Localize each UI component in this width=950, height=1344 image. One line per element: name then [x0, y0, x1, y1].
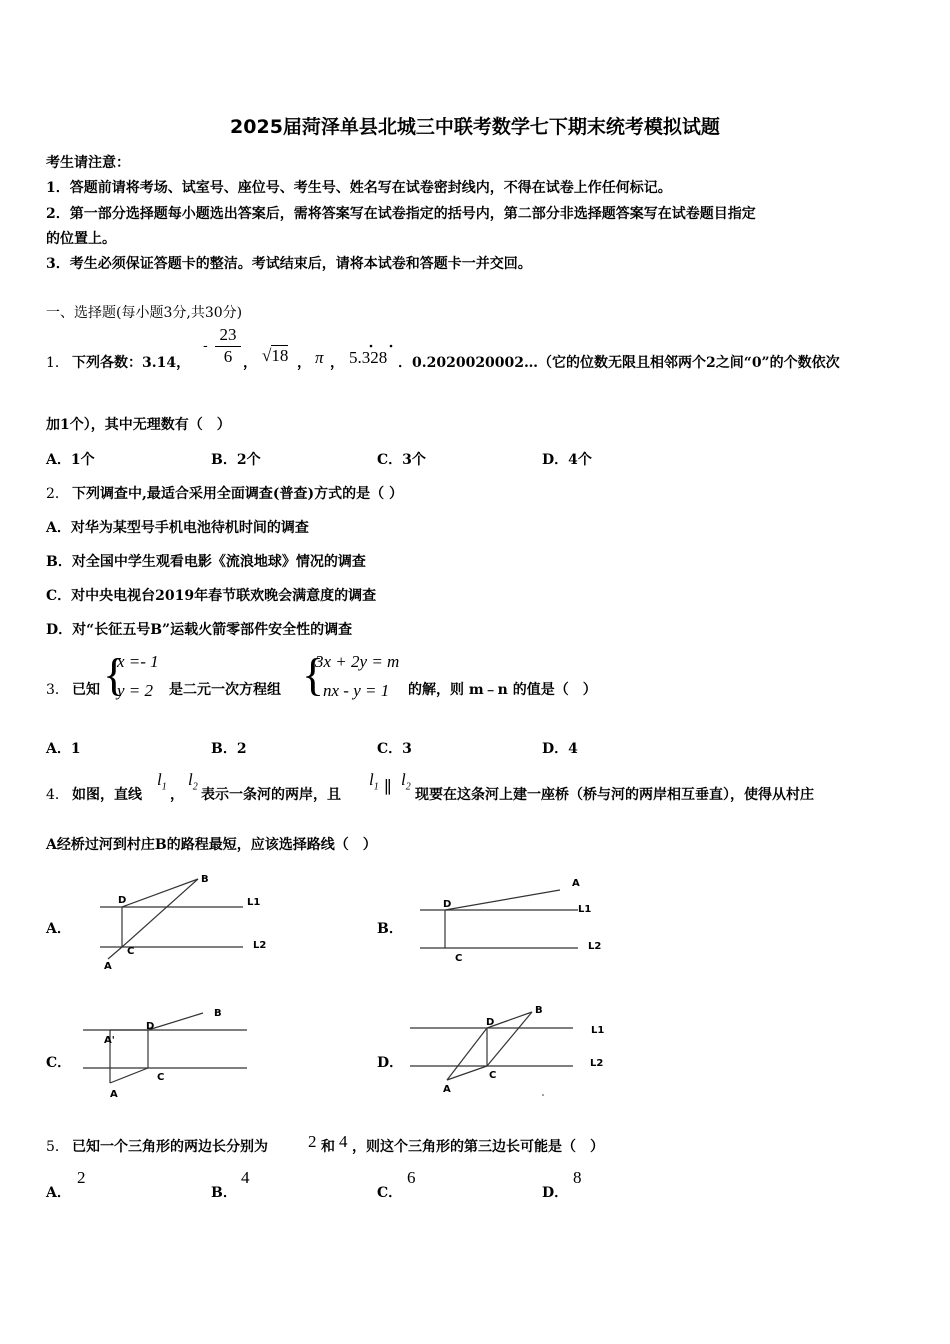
diagram-label: L2	[588, 941, 602, 952]
q2-option-d: D．对“长征五号B”运载火箭零部件安全性的调查	[46, 622, 353, 638]
diagram-label: D	[486, 1017, 495, 1028]
q5-option-a: A．	[46, 1185, 71, 1201]
q4-number: 4．	[46, 787, 69, 803]
notice-item-3: 3．考生必须保证答题卡的整洁。考试结束后，请将本试卷和答题卡一并交回。	[46, 256, 532, 272]
q4-sep: ，	[170, 787, 184, 803]
q5-option-d: D．	[542, 1185, 569, 1201]
q5-option-a-value: 2	[77, 1168, 86, 1187]
q4-line-l1: $l_1$	[157, 770, 167, 793]
q1-sqrt	[262, 346, 288, 366]
q5-value-2: 4	[339, 1132, 348, 1151]
diagram-label: A	[572, 878, 580, 889]
q4-option-c: C．	[46, 1055, 72, 1071]
diagram-label: C	[127, 946, 135, 957]
q2-number: 2．	[46, 486, 69, 502]
page-title: 2025届菏泽单县北城三中联考数学七下期末统考模拟试题	[230, 116, 720, 138]
q4-diagram-d	[405, 1000, 615, 1100]
q4-parallel-sign: ∥	[384, 778, 392, 797]
q4-line-l1-b: $l_1$	[369, 770, 379, 793]
section-heading: 一、选择题(每小题3分,共30分)	[46, 305, 243, 321]
diagram-label: C	[157, 1072, 165, 1083]
diagram-label: L1	[578, 904, 592, 915]
q5-value-1: 2	[308, 1132, 317, 1151]
q4-diagram-a	[95, 868, 280, 973]
diagram-label: L1	[591, 1025, 605, 1036]
q1-fraction-denominator: 6	[223, 347, 233, 366]
q1-fraction-numerator: 23	[219, 325, 237, 344]
q5-option-b-value: 4	[241, 1168, 250, 1187]
q1-sqrt-value: 18	[271, 346, 289, 365]
q1-option-d: D．4个	[542, 452, 592, 468]
q3-option-c: C．3	[377, 741, 412, 757]
diagram-label: D	[118, 895, 127, 906]
q5-option-b: B．	[211, 1185, 237, 1201]
q5-option-c-value: 6	[407, 1168, 416, 1187]
q2-option-b: B．对全国中学生观看电影《流浪地球》情况的调查	[46, 554, 366, 570]
q1-option-c: C．3个	[377, 452, 426, 468]
sqrt-icon: √	[262, 346, 272, 365]
q1-option-b: B．2个	[211, 452, 261, 468]
diagram-label: C	[489, 1070, 497, 1081]
q3-option-a: A．1	[46, 741, 81, 757]
q4-option-a: A．	[46, 921, 71, 937]
q1-minus: -	[203, 338, 208, 354]
q3-tail: 的解，则 m﹣n 的值是（ ）	[408, 682, 597, 698]
q3-system-2-eq-2: nx - y = 1	[323, 681, 390, 700]
q1-pi: π	[315, 348, 324, 367]
diagram-label: L2	[253, 940, 267, 951]
q4-line-l2-b: $l_2$	[401, 770, 411, 793]
q5-text-3: ，则这个三角形的第三边长可能是（ ）	[352, 1139, 604, 1155]
diagram-label: B	[535, 1005, 543, 1016]
q5-text-2: 和	[321, 1139, 335, 1155]
repeating-dots-icon	[349, 340, 399, 350]
notice-heading: 考生请注意：	[46, 155, 130, 171]
q4-diagram-b	[410, 870, 610, 970]
q1-decimal: 5.328	[349, 348, 388, 367]
q4-option-b: B．	[377, 921, 403, 937]
q2-stem: 下列调查中,最适合采用全面调查(普查)方式的是（ ）	[72, 486, 403, 502]
diagram-label: A	[110, 1089, 118, 1100]
q4-text-3: 现要在这条河上建一座桥（桥与河的两岸相互垂直），使得从村庄	[415, 787, 814, 803]
q5-option-c: C．	[377, 1185, 403, 1201]
q3-system-1-eq-1: x =- 1	[117, 652, 159, 671]
q1-line-2: 加1个），其中无理数有（ ）	[46, 417, 231, 433]
q3-lead: 已知	[72, 682, 100, 698]
q3-number: 3．	[46, 682, 69, 698]
notice-item-2-cont: 的位置上。	[46, 231, 116, 247]
diagram-label: B	[214, 1008, 222, 1019]
q2-option-c: C．对中央电视台2019年春节联欢晚会满意度的调查	[46, 588, 377, 604]
q1-lead: 下列各数：3.14，	[72, 355, 191, 371]
diagram-label: A	[104, 961, 112, 972]
q3-system-1-brace: {	[103, 649, 126, 700]
q3-system-2-eq-1: 3x + 2y = m	[315, 652, 400, 671]
q3-option-b: B．2	[211, 741, 247, 757]
q5-number: 5．	[46, 1139, 69, 1155]
diagram-label: B	[201, 874, 209, 885]
q4-line-2: A经桥过河到村庄B的路程最短，应该选择路线（ ）	[46, 837, 377, 853]
q4-text-1: 如图，直线	[72, 787, 142, 803]
q3-middle-text: 是二元一次方程组	[169, 682, 281, 698]
q3-system-1-eq-2: y = 2	[117, 681, 154, 700]
q5-text-1: 已知一个三角形的两边长分别为	[72, 1139, 268, 1155]
q1-rest: ．0.2020020002…（它的位数无限且相邻两个2之间“0”的个数依次	[398, 355, 840, 371]
notice-item-1: 1．答题前请将考场、试室号、座位号、考生号、姓名写在试卷密封线内，不得在试卷上作任何标记。	[46, 180, 672, 196]
diagram-label: D	[146, 1021, 155, 1032]
q2-option-a: A．对华为某型号手机电池待机时间的调查	[46, 520, 309, 536]
diagram-label: D	[443, 899, 452, 910]
q1-comma-3: ，	[330, 355, 344, 371]
q3-system-2-brace: {	[302, 649, 325, 700]
diagram-label: L1	[247, 897, 261, 908]
q4-option-d: D．	[377, 1055, 404, 1071]
diagram-label: L2	[590, 1058, 604, 1069]
diagram-label: A'	[104, 1035, 115, 1046]
q5-option-d-value: 8	[573, 1168, 582, 1187]
q4-diagram-c	[80, 1002, 255, 1102]
diagram-label: C	[455, 953, 463, 964]
q1-number: 1．	[46, 355, 69, 371]
q1-fraction	[213, 325, 243, 367]
q4-text-2: 表示一条河的两岸，且	[201, 787, 341, 803]
q1-comma-1: ，	[243, 355, 257, 371]
diagram-label: A	[443, 1084, 451, 1095]
notice-item-2: 2．第一部分选择题每小题选出答案后，需将答案写在试卷指定的括号内，第二部分非选择题答案写在试卷题目指定	[46, 206, 756, 222]
q4-line-l2: $l_2$	[188, 770, 198, 793]
q1-comma-2: ，	[297, 355, 311, 371]
q1-option-a: A．1个	[46, 452, 95, 468]
q3-option-d: D．4	[542, 741, 578, 757]
